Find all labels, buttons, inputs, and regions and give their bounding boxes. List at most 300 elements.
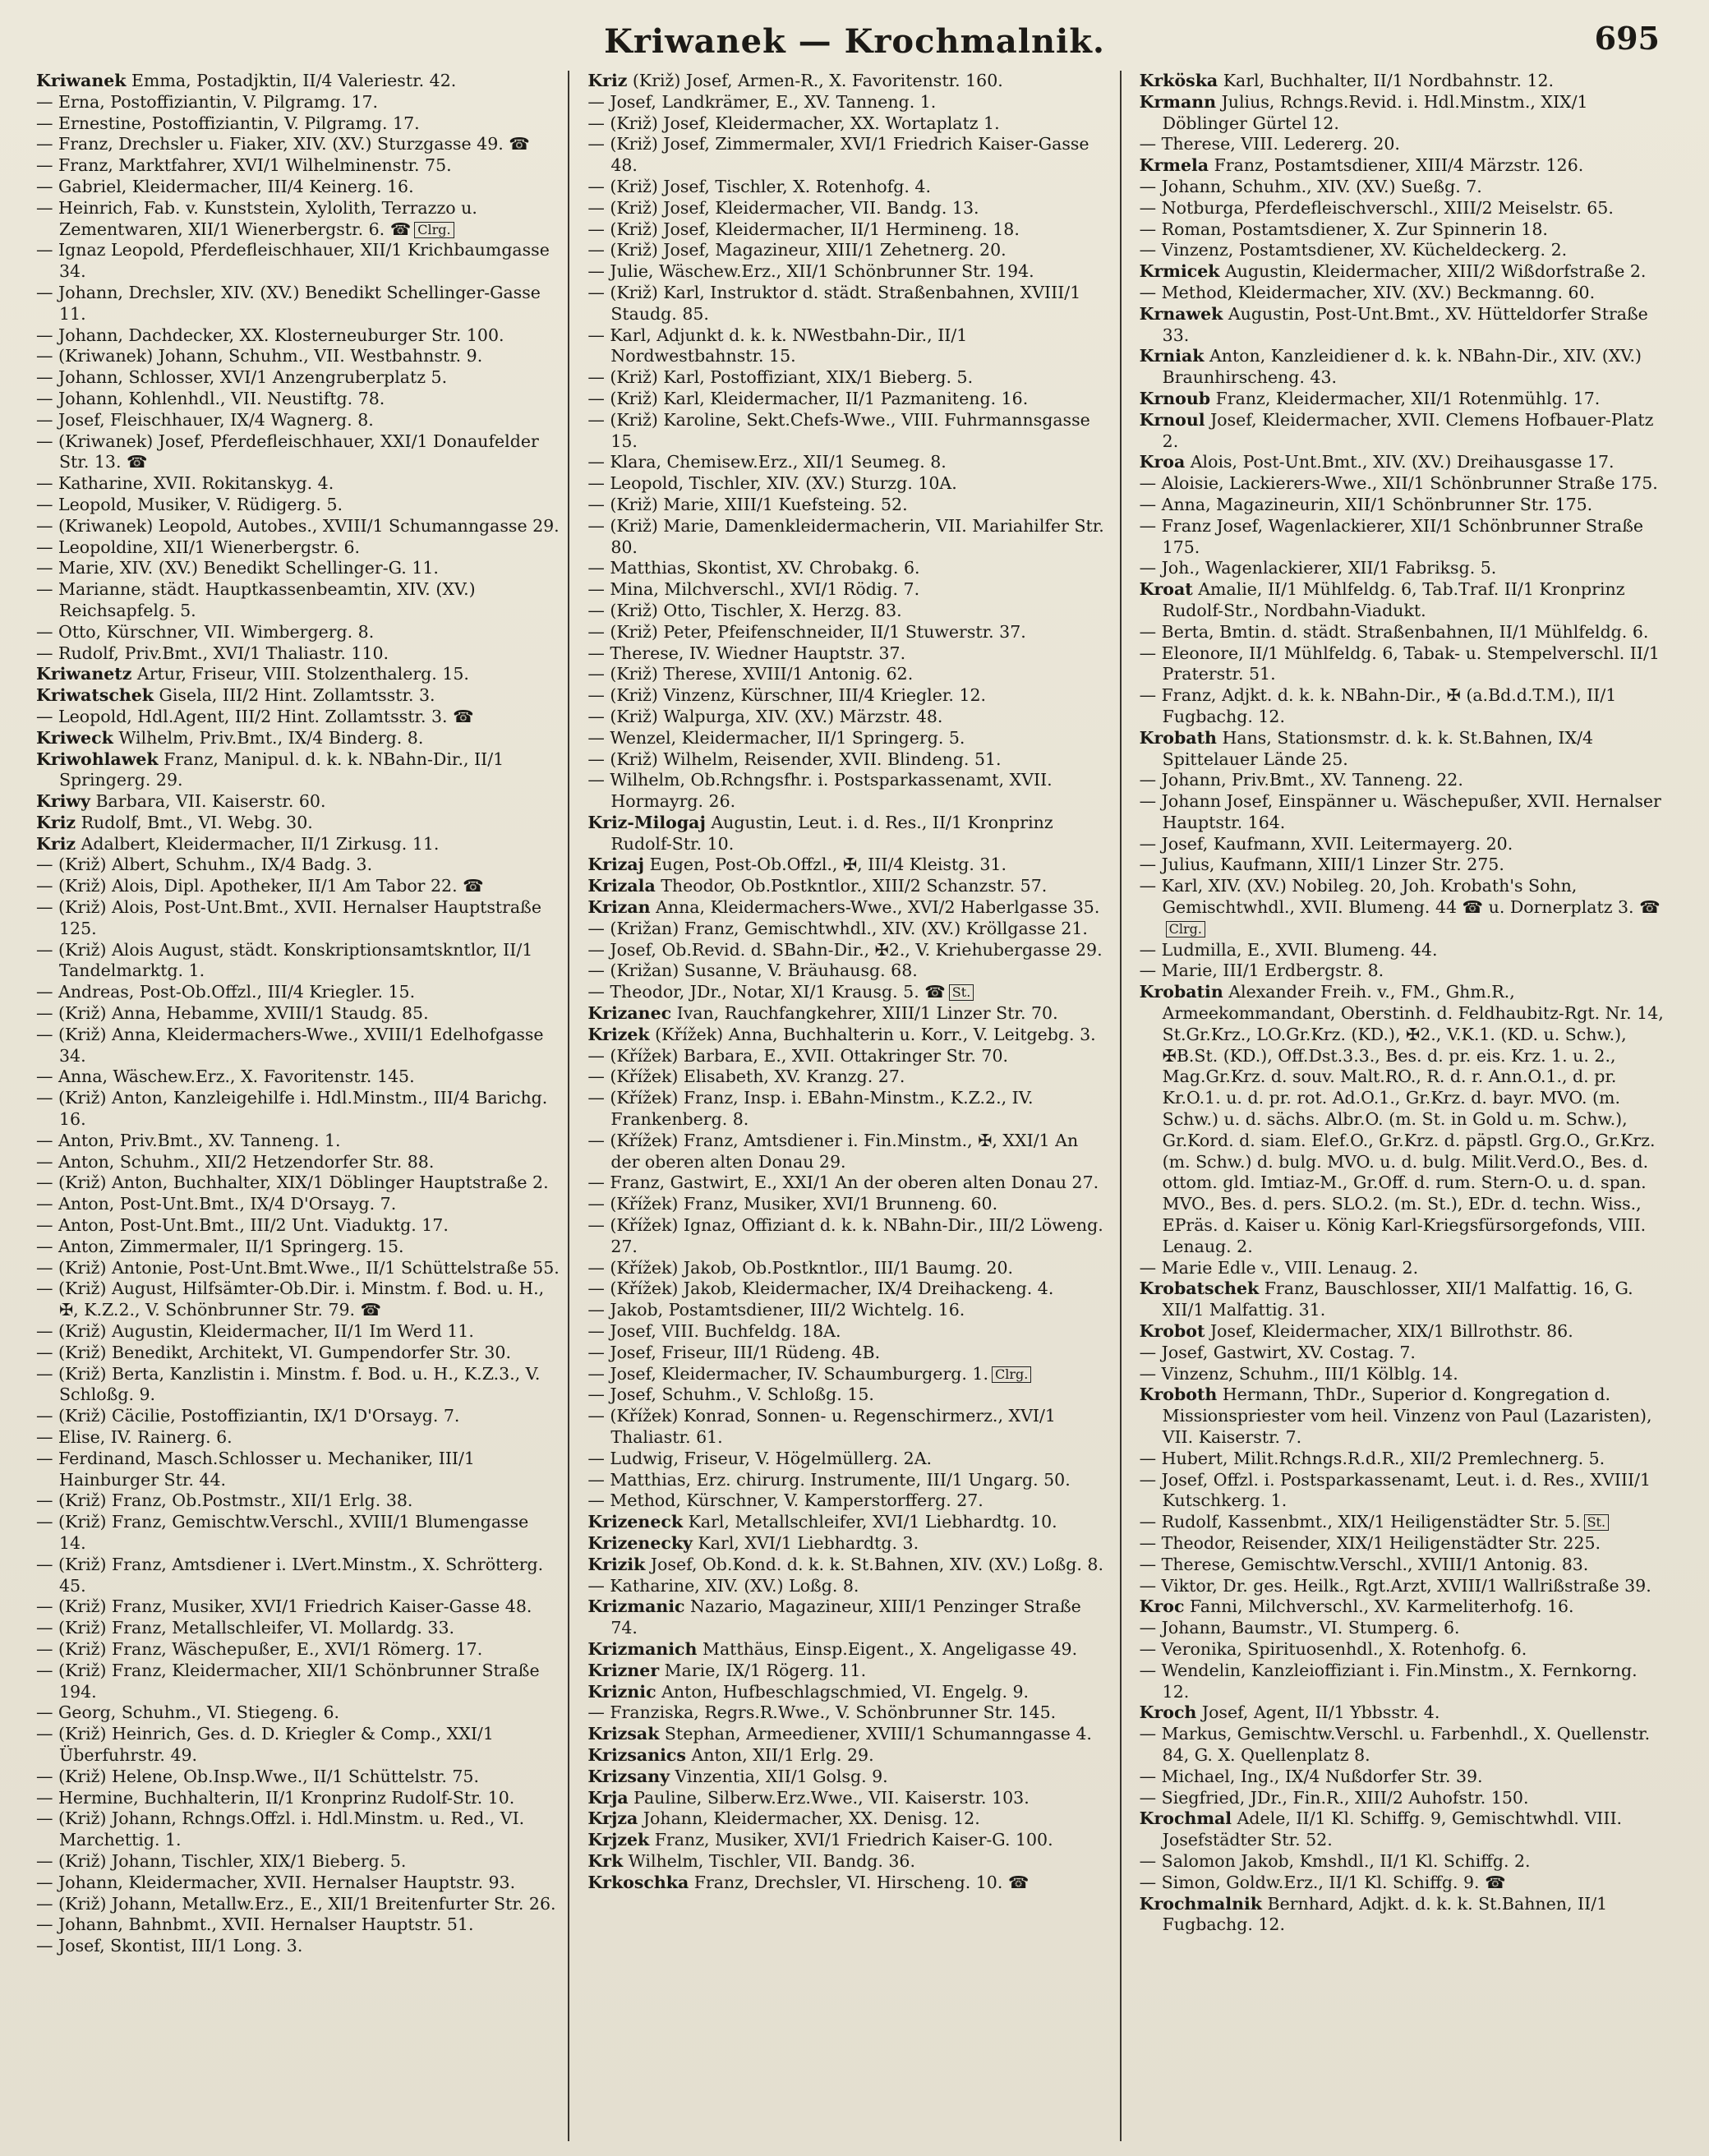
entry-text: — Josef, Friseur, III/1 Rüdeng. 4B. [587,1342,881,1362]
directory-entry [587,198,1111,219]
entry-text: — Rudolf, Kassenbmt., XIX/1 Heiligenstädter Str. 5. [1139,1512,1581,1532]
entry-text: — (Križ) Marie, Damenkleidermacherin, VII. Mariahilfer Str. 80. [587,515,1104,557]
directory-entry [1140,283,1665,304]
directory-entry [36,791,560,813]
entry-text: Franz, Manipul. d. k. k. NBahn-Dir., II/1 Springerg. 29. [59,749,504,790]
entry-text: — (Križ) Marie, XIII/1 Kuefsteing. 52. [587,494,908,514]
directory-entry [1140,558,1665,579]
entry-text: — Johann, Schuhm., XIV. (XV.) Sueßg. 7. [1139,176,1482,196]
entry-text: — Johann, Drechsler, XIV. (XV.) Benedikt Schellinger-Gasse 11. [36,282,541,324]
entry-text: — Berta, Bmtin. d. städt. Straßenbahnen, II/1 Mühlfeldg. 6. [1139,621,1649,642]
entry-text: Ivan, Rauchfangkehrer, XIII/1 Linzer Str. 70. [671,1003,1058,1024]
directory-entry [36,346,560,367]
directory-entry [587,325,1111,368]
entry-text: — (Križ) Josef, Kleidermacher, XX. Wortaplatz 1. [587,113,1000,133]
entry-text: — Marie, XIV. (XV.) Benedikt Schellinger-G. 11. [36,558,439,578]
directory-entry [1140,92,1665,135]
entry-surname: Krizenecky [587,1532,693,1553]
entry-text: — Josef, Offzl. i. Postsparkassenamt, Leut. i. d. Res., XVIII/1 Kutschkerg. 1. [1139,1469,1651,1511]
entry-text: — Eleonore, II/1 Mühlfeldg. 6, Tabak- u. Stempelverschl. II/1 Praterstr. 51. [1139,643,1660,684]
entry-text: — Johann, Baumstr., VI. Stumperg. 6. [1139,1618,1460,1638]
entry-surname: Krizmanic [587,1596,685,1617]
column-2 [587,71,1121,2141]
entry-text: — (Križ) Augustin, Kleidermacher, II/1 Im Werd 11. [36,1321,474,1342]
entry-text: — Matthias, Skontist, XV. Chrobakg. 6. [587,558,920,578]
entry-text: — (Križ) Karl, Instruktor d. städt. Straßenbahnen, XVIII/1 Staudg. 85. [587,282,1081,324]
entry-text: — Hermine, Buchhalterin, II/1 Kronprinz Rudolf-Str. 10. [36,1787,515,1808]
directory-entry [587,601,1111,622]
directory-entry [1140,1851,1665,1873]
entry-text: — Marianne, städt. Hauptkassenbeamtin, XIV. (XV.) Reichsapfelg. 5. [36,579,476,620]
entry-surname: Krizeneck [587,1512,684,1532]
directory-entry [36,177,560,198]
entry-surname: Krobatin [1139,982,1223,1002]
entry-text: — (Križ) Franz, Gemischtw.Verschl., XVIII/1 Blumengasse 14. [36,1512,529,1553]
entry-text: Johann, Kleidermacher, XX. Denisg. 12. [638,1808,980,1829]
entry-text: — Leopold, Musiker, V. Rüdigerg. 5. [36,494,343,514]
directory-entry [587,1830,1111,1851]
entry-text: Anton, XII/1 Erlg. 29. [685,1744,874,1765]
entry-surname: Krnoul [1139,409,1205,430]
entry-text: — Erna, Postoffiziantin, V. Pilgramg. 17. [36,91,379,112]
entry-text: — Franz, Adjkt. d. k. k. NBahn-Dir., ✠ (a.Bd.d.T.M.), II/1 Fugbachg. 12. [1139,685,1617,726]
directory-entry [36,749,560,792]
entry-text: — Karl, XIV. (XV.) Nobileg. 20, Joh. Krobath's Sohn, Gemischtwhdl., XVII. Blumeng. 44 ☎ u. Dornerplatz 3. ☎ [1139,876,1661,918]
entry-surname: Kriwohlawek [36,749,159,769]
directory-entry [587,685,1111,707]
entry-text: — (Križ) Alois, Dipl. Apotheker, II/1 Am Tabor 22. ☎ [36,876,484,896]
entry-text: — (Križ) Albert, Schuhm., IX/4 Badg. 3. [36,855,373,875]
directory-entry [587,1194,1111,1215]
entry-text: Pauline, Silberw.Erz.Wwe., VII. Kaiserstr. 103. [628,1787,1030,1808]
entry-text: — Ernestine, Postoffiziantin, V. Pilgramg. 17. [36,113,420,133]
directory-entry [587,516,1111,559]
directory-entry [36,1702,560,1724]
entry-text: — Markus, Gemischtw.Verschl. u. Farbenhdl., X. Quellenstr. 84, G. X. Quellenplatz 8. [1139,1724,1651,1765]
entry-text: — Vinzenz, Schuhm., III/1 Kölblg. 14. [1139,1363,1458,1384]
directory-entry [1140,495,1665,516]
entry-surname: Krnawek [1139,303,1223,324]
directory-entry [587,855,1111,876]
entry-text: — Georg, Schuhm., VI. Stiegeng. 6. [36,1702,340,1723]
entry-text: — Anton, Post-Unt.Bmt., III/2 Unt. Viaduktg. 17. [36,1215,449,1236]
entry-text: — (Kriwanek) Leopold, Autobes., XVIII/1 Schumanngasse 29. [36,515,560,536]
directory-entry [36,198,560,241]
directory-entry [1140,961,1665,982]
entry-text: — (Križ) Josef, Tischler, X. Rotenhofg. 4. [587,176,931,196]
directory-entry [1140,876,1665,939]
directory-entry [1140,1596,1665,1618]
entry-text: — (Križ) Franz, Metallschleifer, VI. Mollardg. 33. [36,1618,455,1638]
directory-entry [36,1321,560,1343]
directory-entry [587,1639,1111,1661]
directory-entry [587,1724,1111,1745]
directory-entry [36,855,560,876]
directory-entry [587,707,1111,728]
entry-surname: Krizala [587,876,656,896]
directory-entry [587,1131,1111,1173]
directory-entry [36,1025,560,1067]
entry-text: Gisela, III/2 Hint. Zollamtsstr. 3. [153,685,435,706]
directory-entry [36,643,560,665]
directory-entry [587,643,1111,665]
entry-text: — Joh., Wagenlackierer, XII/1 Fabriksg. 5. [1139,558,1497,578]
entry-text: — Viktor, Dr. ges. Heilk., Rgt.Arzt, XVIII/1 Wallrißstraße 39. [1139,1575,1651,1596]
entry-surname: Krjzek [587,1830,650,1850]
entry-surname: Kroboth [1139,1384,1218,1405]
directory-entry [587,1449,1111,1470]
directory-entry [1140,452,1665,473]
entry-text: — (Křížek) Franz, Amtsdiener i. Fin.Minstm., ✠, XXI/1 An der oberen alten Donau 29. [587,1130,1079,1172]
directory-entry [1140,643,1665,686]
registry-mark-icon: Clrg. [992,1366,1031,1383]
directory-entry [1140,982,1665,1257]
directory-entry [587,664,1111,685]
entry-surname: Krizik [587,1554,646,1574]
entry-surname: Krk [587,1850,624,1871]
entry-surname: Kroat [1139,579,1193,600]
running-title: Kriwanek — Krochmalnik. [604,22,1105,61]
entry-text: — Theodor, Reisender, XIX/1 Heiligenstädter Str. 225. [1139,1532,1601,1553]
entry-text: Karl, XVI/1 Liebhardtg. 3. [692,1532,919,1553]
directory-entry [587,1788,1111,1809]
entry-surname: Kriz-Milogaj [587,812,706,832]
entry-surname: Krizek [587,1024,650,1044]
directory-entry [1140,1555,1665,1576]
directory-entry [1140,473,1665,495]
entry-text: — (Křížek) Jakob, Kleidermacher, IX/4 Dreihackeng. 4. [587,1278,1054,1299]
directory-entry [587,1088,1111,1131]
entry-text: — Josef, Skontist, III/1 Long. 3. [36,1936,303,1956]
registry-mark-icon: Clrg. [1166,921,1205,937]
directory-entry [36,685,560,707]
entry-surname: Krniak [1139,346,1205,366]
entry-text: Emma, Postadjktin, II/4 Valeriestr. 42. [126,71,457,90]
entry-text: — Josef, Fleischhauer, IX/4 Wagnerg. 8. [36,409,374,430]
directory-columns [36,71,1673,2141]
entry-text: Julius, Rchngs.Revid. i. Hdl.Minstm., XIX/1 Döblinger Gürtel 12. [1162,91,1588,133]
entry-text: — (Križ) Josef, Kleidermacher, II/1 Hermineng. 18. [587,219,1020,239]
entry-surname: Krkoschka [587,1872,689,1892]
entry-text: Josef, Ob.Kond. d. k. k. St.Bahnen, XIV. (XV.) Loßg. 8. [645,1554,1103,1574]
entry-surname: Krizan [587,897,651,918]
entry-text: Wilhelm, Priv.Bmt., IX/4 Binderg. 8. [113,727,424,748]
directory-entry [36,325,560,347]
entry-text: — (Križ) Josef, Zimmermaler, XVI/1 Friedrich Kaiser-Gasse 48. [587,134,1089,176]
entry-text: — Rudolf, Priv.Bmt., XVI/1 Thaliastr. 110. [36,643,389,663]
directory-entry [587,1873,1111,1894]
directory-entry [36,1936,560,1957]
entry-surname: Krochmalnik [1139,1893,1262,1914]
directory-entry [587,749,1111,771]
directory-entry [587,1533,1111,1555]
entry-text: — Marie, III/1 Erdbergstr. 8. [1139,961,1384,981]
entry-text: — (Križ) Alois August, städt. Konskriptionsamtskntlor, II/1 Tandelmarktg. 1. [36,939,533,981]
directory-entry [587,1512,1111,1533]
entry-text: — Johann, Kohlenhdl., VII. Neustiftg. 78. [36,388,385,408]
directory-entry [36,1724,560,1767]
directory-entry [36,982,560,1003]
entry-text: — Josef, Kleidermacher, IV. Schaumburgerg. 1. [587,1363,988,1384]
entry-text: — (Križan) Franz, Gemischtwhdl., XIV. (XV.) Kröllgasse 21. [587,918,1088,938]
directory-entry [587,452,1111,473]
directory-entry [587,961,1111,982]
entry-text: Karl, Metallschleifer, XVI/1 Liebhardtg. 10. [683,1512,1057,1532]
entry-text: — Ferdinand, Masch.Schlosser u. Mechaniker, III/1 Hainburger Str. 44. [36,1448,475,1490]
entry-text: Matthäus, Einsp.Eigent., X. Angeligasse 49. [697,1638,1078,1659]
directory-entry [587,92,1111,113]
entry-surname: Kriweck [36,727,113,748]
entry-text: — Franziska, Regrs.R.Wwe., V. Schönbrunner Str. 145. [587,1702,1057,1723]
directory-entry [36,1364,560,1407]
entry-text: — Josef, Gastwirt, XV. Costag. 7. [1139,1342,1416,1362]
directory-entry [36,389,560,410]
entry-text: — Roman, Postamtsdiener, X. Zur Spinnerin 18. [1139,219,1548,239]
entry-text: Vinzentia, XII/1 Golsg. 9. [670,1766,888,1786]
entry-surname: Kriwy [36,791,90,812]
entry-text: — (Križ) Karoline, Sekt.Chefs-Wwe., VIII. Fuhrmannsgasse 15. [587,409,1090,451]
directory-entry [1140,1321,1665,1343]
directory-entry [587,71,1111,92]
registry-mark-icon: Clrg. [414,222,454,238]
column-3 [1140,71,1673,2141]
directory-entry [1140,304,1665,347]
directory-entry [1140,1788,1665,1809]
entry-text: Augustin, Post-Unt.Bmt., XV. Hütteldorfer Straße 33. [1162,303,1648,345]
entry-text: — Josef, Landkrämer, E., XV. Tanneng. 1. [587,91,937,112]
directory-entry [1140,219,1665,241]
entry-text: — Gabriel, Kleidermacher, III/4 Keinerg. 16. [36,176,414,196]
entry-text: Adalbert, Kleidermacher, II/1 Zirkusg. 11. [76,833,440,854]
directory-entry [36,897,560,940]
directory-entry [1140,1873,1665,1894]
entry-text: — (Križ) Karl, Kleidermacher, II/1 Pazmaniteng. 16. [587,388,1029,408]
entry-surname: Kriz [36,812,76,832]
directory-entry [36,558,560,579]
entry-text: — Johann, Schlosser, XVI/1 Anzengruberplatz 5. [36,367,448,388]
directory-entry [36,367,560,389]
entry-text: Alexander Freih. v., FM., Ghm.R., Armeekommandant, Oberstinh. d. Feldhaubitz-Rgt. Nr. 14, St.Gr.Krz., LO.Gr.Krz. (KD.), ✠2., V.K.1. (KD. u. Schw.), ✠B.St. (KD.), Off.Dst.3.3., Bes. d. pr. eis. Krz. 1. u. 2., Mag.Gr.Krz. d. souv. Malt.RO., R. d. r. Ann.O.1., d. pr. Kr.O.1. u. d. pr. rot. Ad.O.1., Gr.Krz. d. bayr. MVO. (m. Schw.) u. d. sächs. Albr.O. (m. St. in Gold u. m. Schw.), Gr.Kord. d. siam. Elef.O., Gr.Krz. d. päpstl. Grg.O., Gr.Krz. (m. Schw.) d. bulg. MVO. u. d. bulg. Milit.Verd.O., Bes. d. ottom. gld. Imtiaz-M., Gr.Off. d. rum. Stern-O. u. d. span. MVO., Bes. d. pers. SLO.2. (m. St.), EDr. d. techn. Wiss., EPräs. d. Kaiser u. König Karl-Kriegsfürsorgefonds, VIII. Lenaug. 2. [1162,982,1664,1256]
entry-text: — Method, Kleidermacher, XIV. (XV.) Beckmanng. 60. [1139,282,1596,302]
directory-entry [1140,1894,1665,1937]
entry-text: — Josef, Schuhm., V. Schloßg. 15. [587,1384,874,1405]
directory-entry [587,1215,1111,1258]
entry-text: Augustin, Leut. i. d. Res., II/1 Kronprinz Rudolf-Str. 10. [610,812,1053,854]
directory-entry [1140,1364,1665,1385]
directory-entry [36,1512,560,1555]
directory-entry [587,1343,1111,1364]
entry-text: — (Križ) Franz, Amtsdiener i. LVert.Minstm., X. Schrötterg. 45. [36,1554,544,1596]
directory-entry [1140,1449,1665,1470]
entry-text: — (Křížek) Franz, Insp. i. EBahn-Minstm., K.Z.2., IV. Frankenberg. 8. [587,1088,1034,1130]
directory-entry [1140,1576,1665,1597]
entry-text: — Wenzel, Kleidermacher, II/1 Springerg. 5. [587,727,965,748]
entry-text: — Johann, Priv.Bmt., XV. Tanneng. 22. [1139,770,1463,790]
directory-entry [36,1152,560,1173]
directory-entry [1140,516,1665,559]
directory-entry [587,495,1111,516]
directory-entry [36,1449,560,1491]
entry-text: — (Križ) Otto, Tischler, X. Herzg. 83. [587,600,902,620]
entry-text: — Andreas, Post-Ob.Offzl., III/4 Kriegler. 15. [36,982,416,1002]
directory-entry [1140,1343,1665,1364]
entry-text: — Wilhelm, Ob.Rchngsfhr. i. Postsparkassenamt, XVII. Hormayrg. 26. [587,770,1053,812]
directory-entry [587,1066,1111,1088]
directory-entry [1140,1639,1665,1661]
directory-entry [1140,261,1665,283]
entry-text: — (Križ) Anna, Hebamme, XVIII/1 Staudg. 85. [36,1003,429,1024]
entry-text: — Klara, Chemisew.Erz., XII/1 Seumeg. 8. [587,452,947,472]
entry-surname: Krizmanich [587,1638,698,1659]
directory-entry [587,813,1111,855]
entry-surname: Kriznic [587,1681,656,1702]
directory-entry [36,1003,560,1025]
entry-surname: Krmicek [1139,261,1220,282]
entry-text: — (Križ) Johann, Tischler, XIX/1 Bieberg. 5. [36,1850,407,1871]
directory-entry [587,1490,1111,1512]
entry-text: — Anton, Post-Unt.Bmt., IX/4 D'Orsayg. 7. [36,1194,397,1214]
directory-entry [36,1406,560,1427]
entry-surname: Kriz [587,71,628,90]
directory-entry [1140,1702,1665,1724]
directory-entry [1140,855,1665,876]
directory-entry [587,897,1111,919]
entry-text: — (Križ) Karl, Postoffiziant, XIX/1 Bieberg. 5. [587,367,974,388]
entry-text: Rudolf, Bmt., VI. Webg. 30. [76,812,313,832]
entry-text: — (Križ) Franz, Musiker, XVI/1 Friedrich Kaiser-Gasse 48. [36,1596,532,1617]
entry-text: — (Křížek) Jakob, Ob.Postkntlor., III/1 Baumg. 20. [587,1257,1014,1278]
entry-text: — Simon, Goldw.Erz., II/1 Kl. Schiffg. 9. ☎ [1139,1872,1506,1892]
entry-text: Franz, Bauschlosser, XII/1 Malfattig. 16, G. XII/1 Malfattig. 31. [1162,1278,1633,1320]
directory-entry [36,1194,560,1215]
directory-entry [36,1808,560,1851]
directory-entry [1140,728,1665,771]
directory-entry [587,558,1111,579]
entry-surname: Kriwanetz [36,664,132,684]
entry-text: — Franz, Gastwirt, E., XXI/1 An der oberen alten Donau 27. [587,1172,1099,1193]
entry-text: Franz, Postamtsdiener, XIII/4 Märzstr. 126. [1209,155,1584,176]
directory-entry [36,579,560,622]
directory-entry [36,1851,560,1873]
entry-text: — (Križ) Johann, Rchngs.Offzl. i. Hdl.Minstm. u. Red., VI. Marchettig. 1. [36,1808,525,1850]
directory-entry [36,71,560,92]
directory-entry [587,1851,1111,1873]
directory-entry [36,516,560,537]
directory-entry [1140,1808,1665,1851]
directory-entry [1140,1512,1665,1533]
entry-text: — Josef, Kaufmann, XVII. Leitermayerg. 20. [1139,833,1513,854]
entry-text: — (Křížek) Barbara, E., XVII. Ottakringer Str. 70. [587,1045,1009,1066]
entry-text: — Julie, Wäschew.Erz., XII/1 Schönbrunner Str. 194. [587,261,1034,282]
entry-surname: Krobatschek [1139,1278,1260,1299]
entry-text: Franz, Kleidermacher, XII/1 Rotenmühlg. 17. [1210,388,1601,408]
entry-text: — (Križ) Therese, XVIII/1 Antonig. 62. [587,664,914,684]
directory-entry [36,876,560,897]
directory-entry [587,177,1111,198]
entry-text: Artur, Friseur, VIII. Stolzenthalerg. 15. [131,664,469,684]
directory-entry [1140,1661,1665,1703]
entry-surname: Krizsanics [587,1744,686,1765]
entry-text: — (Križ) Helene, Ob.Insp.Wwe., II/1 Schüttelstr. 75. [36,1766,479,1786]
entry-text: — Josef, Ob.Revid. d. SBahn-Dir., ✠2., V. Kriehubergasse 29. [587,939,1103,960]
entry-text: — Mina, Milchverschl., XVI/1 Rödig. 7. [587,579,920,600]
entry-text: — Therese, IV. Wiedner Hauptstr. 37. [587,643,906,663]
directory-entry [36,537,560,559]
page-header [36,18,1673,66]
directory-entry [1140,71,1665,92]
entry-surname: Krnoub [1139,388,1211,408]
directory-entry [36,1343,560,1364]
entry-text: (Križ) Josef, Armen-R., X. Favoritenstr. 160. [627,71,1003,90]
directory-entry [36,1278,560,1321]
entry-text: Hans, Stationsmstr. d. k. k. St.Bahnen, IX/4 Spittelauer Lände 25. [1162,727,1594,769]
directory-entry [36,1172,560,1194]
entry-text: — Leopold, Tischler, XIV. (XV.) Sturzg. 10A. [587,473,957,494]
directory-entry [587,473,1111,495]
entry-text: Barbara, VII. Kaiserstr. 60. [90,791,326,812]
entry-text: Franz, Musiker, XVI/1 Friedrich Kaiser-G. 100. [649,1830,1053,1850]
directory-entry [36,1661,560,1703]
entry-text: — (Križ) Alois, Post-Unt.Bmt., XVII. Hernalser Hauptstraße 125. [36,897,541,938]
directory-entry [587,1258,1111,1279]
entry-surname: Krja [587,1787,629,1808]
directory-entry [1140,1470,1665,1513]
entry-text: (Křížek) Anna, Buchhalterin u. Korr., V. Leitgebg. 3. [649,1024,1096,1044]
directory-entry [36,473,560,495]
entry-text: — Ludwig, Friseur, V. Högelmüllerg. 2A. [587,1448,933,1468]
directory-entry [587,770,1111,813]
entry-text: — Therese, VIII. Ledererg. 20. [1139,134,1400,154]
entry-text: — Wendelin, Kanzleioffiziant i. Fin.Minstm., X. Fernkorng. 12. [1139,1660,1638,1702]
entry-text: — Anton, Zimmermaler, II/1 Springerg. 15. [36,1236,404,1256]
entry-surname: Krizsak [587,1724,660,1744]
entry-text: Bernhard, Adjkt. d. k. k. St.Bahnen, II/1 Fugbachg. 12. [1162,1893,1608,1935]
entry-text: — (Křížek) Franz, Musiker, XVI/1 Brunneng. 60. [587,1194,998,1214]
directory-entry [587,389,1111,410]
directory-entry [587,1661,1111,1682]
directory-entry [36,134,560,155]
entry-text: — Franz, Marktfahrer, XVI/1 Wilhelminenstr. 75. [36,155,452,176]
directory-entry [587,1364,1111,1385]
entry-text: — Vinzenz, Postamtsdiener, XV. Kücheldeckerg. 2. [1139,240,1568,260]
entry-surname: Krmann [1139,91,1217,112]
directory-entry [587,1745,1111,1767]
entry-surname: Kroch [1139,1702,1197,1723]
directory-entry [36,1490,560,1512]
entry-text: — Otto, Kürschner, VII. Wimbergerg. 8. [36,621,375,642]
directory-entry [36,813,560,834]
directory-entry [587,919,1111,940]
entry-text: — (Křížek) Konrad, Sonnen- u. Regenschirmerz., XVI/1 Thaliastr. 61. [587,1406,1056,1447]
entry-text: — (Križ) Josef, Kleidermacher, VII. Bandg. 13. [587,197,979,218]
entry-text: — Anton, Priv.Bmt., XV. Tanneng. 1. [36,1130,341,1150]
directory-entry [587,134,1111,177]
directory-entry [587,622,1111,643]
entry-text: — Karl, Adjunkt d. k. k. NWestbahn-Dir., II/1 Nordwestbahnstr. 15. [587,325,968,366]
directory-entry [36,155,560,177]
directory-entry [36,1555,560,1597]
directory-entry [587,410,1111,453]
entry-text: — Veronika, Spirituosenhdl., X. Rotenhofg. 6. [1139,1638,1527,1659]
entry-text: — (Križ) Anna, Kleidermachers-Wwe., XVIII/1 Edelhofgasse 34. [36,1024,544,1066]
entry-text: — (Križ) Peter, Pfeifenschneider, II/1 Stuwerstr. 37. [587,621,1026,642]
entry-text: — (Križ) Antonie, Post-Unt.Bmt.Wwe., II/1 Schüttelstraße 55. [36,1257,560,1278]
entry-text: Amalie, II/1 Mühlfeldg. 6, Tab.Traf. II/1 Kronprinz Rudolf-Str., Nordbahn-Viadukt. [1162,579,1625,620]
entry-text: — Johann, Bahnbmt., XVII. Hernalser Hauptstr. 51. [36,1914,474,1935]
directory-entry [36,1639,560,1661]
directory-entry [587,1406,1111,1449]
entry-text: — Notburga, Pferdefleischverschl., XIII/2 Meiselstr. 65. [1139,197,1614,218]
